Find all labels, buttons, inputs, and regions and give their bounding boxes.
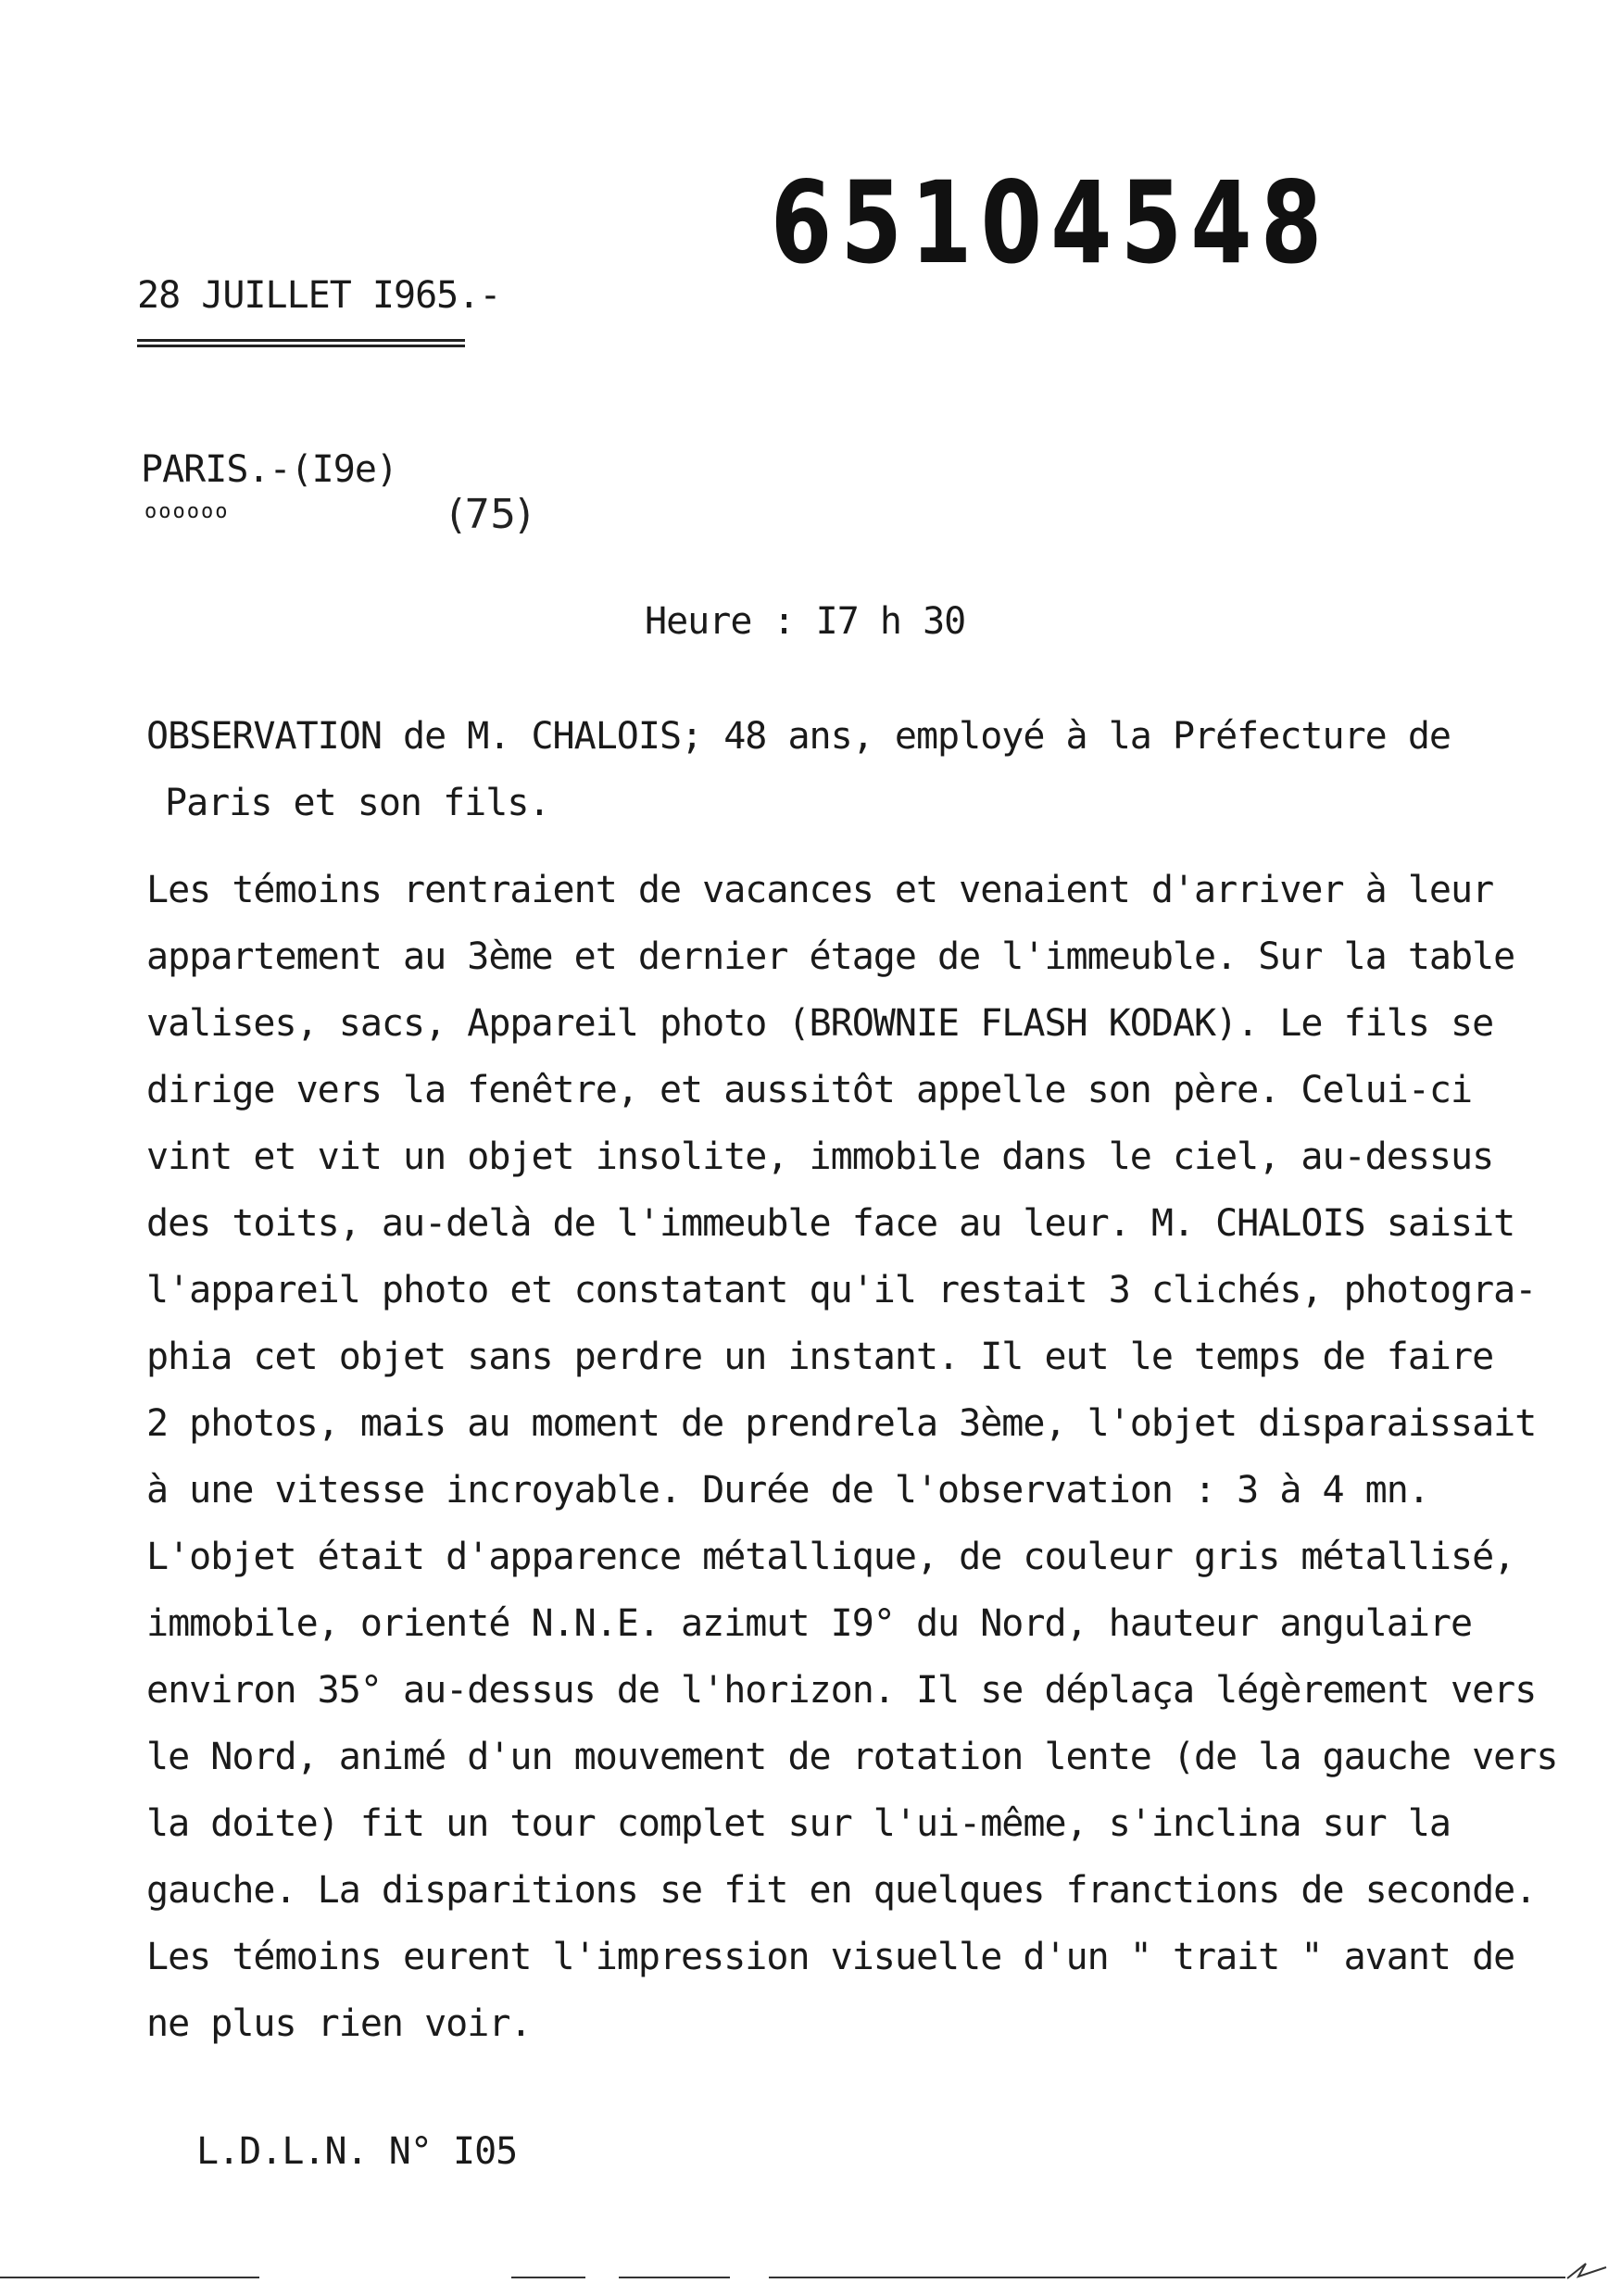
bottom-rule-segment — [511, 2277, 585, 2278]
body-line: immobile, orienté N.N.E. azimut I9° du Nord, hauteur angulaire — [146, 1602, 1473, 1645]
body-line: Les témoins rentraient de vacances et venaient d'arriver à leur — [146, 869, 1494, 911]
body-line: environ 35° au-dessus de l'horizon. Il se déplaça légèrement vers — [146, 1669, 1537, 1712]
body-line: 2 photos, mais au moment de prendrela 3ème, l'objet disparaissait — [146, 1402, 1537, 1445]
heading-line: OBSERVATION de M. CHALOIS; 48 ans, employé à la Préfecture de — [146, 715, 1451, 758]
date-double-underline — [137, 339, 465, 347]
heading-line: Paris et son fils. — [165, 782, 550, 824]
body-line: des toits, au-delà de l'immeuble face au leur. M. CHALOIS saisit — [146, 1202, 1515, 1245]
body-line: à une vitesse incroyable. Durée de l'observation : 3 à 4 mn. — [146, 1469, 1429, 1512]
location-underline-marks: oooooo — [145, 500, 230, 523]
body-line: ne plus rien voir. — [146, 2002, 532, 2045]
document-date: 28 JUILLET I965.- — [137, 274, 501, 317]
department-code: (75) — [448, 491, 533, 538]
body-line: gauche. La disparitions se fit en quelques franctions de seconde. — [146, 1869, 1537, 1912]
location-city: PARIS.-(I9e) — [141, 448, 397, 491]
body-line: dirige vers la fenêtre, et aussitôt appelle son père. Celui-ci — [146, 1069, 1473, 1111]
bottom-rule-segment — [0, 2277, 259, 2278]
body-line: Les témoins eurent l'impression visuelle d'un " trait " avant de — [146, 1936, 1515, 1978]
document-number: 65104548 — [771, 157, 1331, 289]
bottom-rule-segment — [619, 2277, 730, 2278]
reference-number: L.D.L.N. N° I05 — [196, 2130, 518, 2173]
observation-time: Heure : I7 h 30 — [645, 600, 966, 643]
body-line: la doite) fit un tour complet sur l'ui-même, s'inclina sur la — [146, 1802, 1451, 1845]
body-line: phia cet objet sans perdre un instant. Il eut le temps de faire — [146, 1336, 1494, 1378]
bottom-rule-segment — [769, 2277, 1565, 2278]
body-line: L'objet était d'apparence métallique, de couleur gris métallisé, — [146, 1536, 1515, 1578]
body-line: vint et vit un objet insolite, immobile dans le ciel, au-dessus — [146, 1135, 1494, 1178]
body-line: l'appareil photo et constatant qu'il restait 3 clichés, photogra- — [146, 1269, 1537, 1311]
body-line: valises, sacs, Appareil photo (BROWNIE FLASH KODAK). Le fils se — [146, 1002, 1494, 1045]
pen-mark-icon — [1565, 2260, 1608, 2280]
body-line: le Nord, animé d'un mouvement de rotation lente (de la gauche vers — [146, 1736, 1558, 1778]
body-line: appartement au 3ème et dernier étage de l'immeuble. Sur la table — [146, 935, 1515, 978]
